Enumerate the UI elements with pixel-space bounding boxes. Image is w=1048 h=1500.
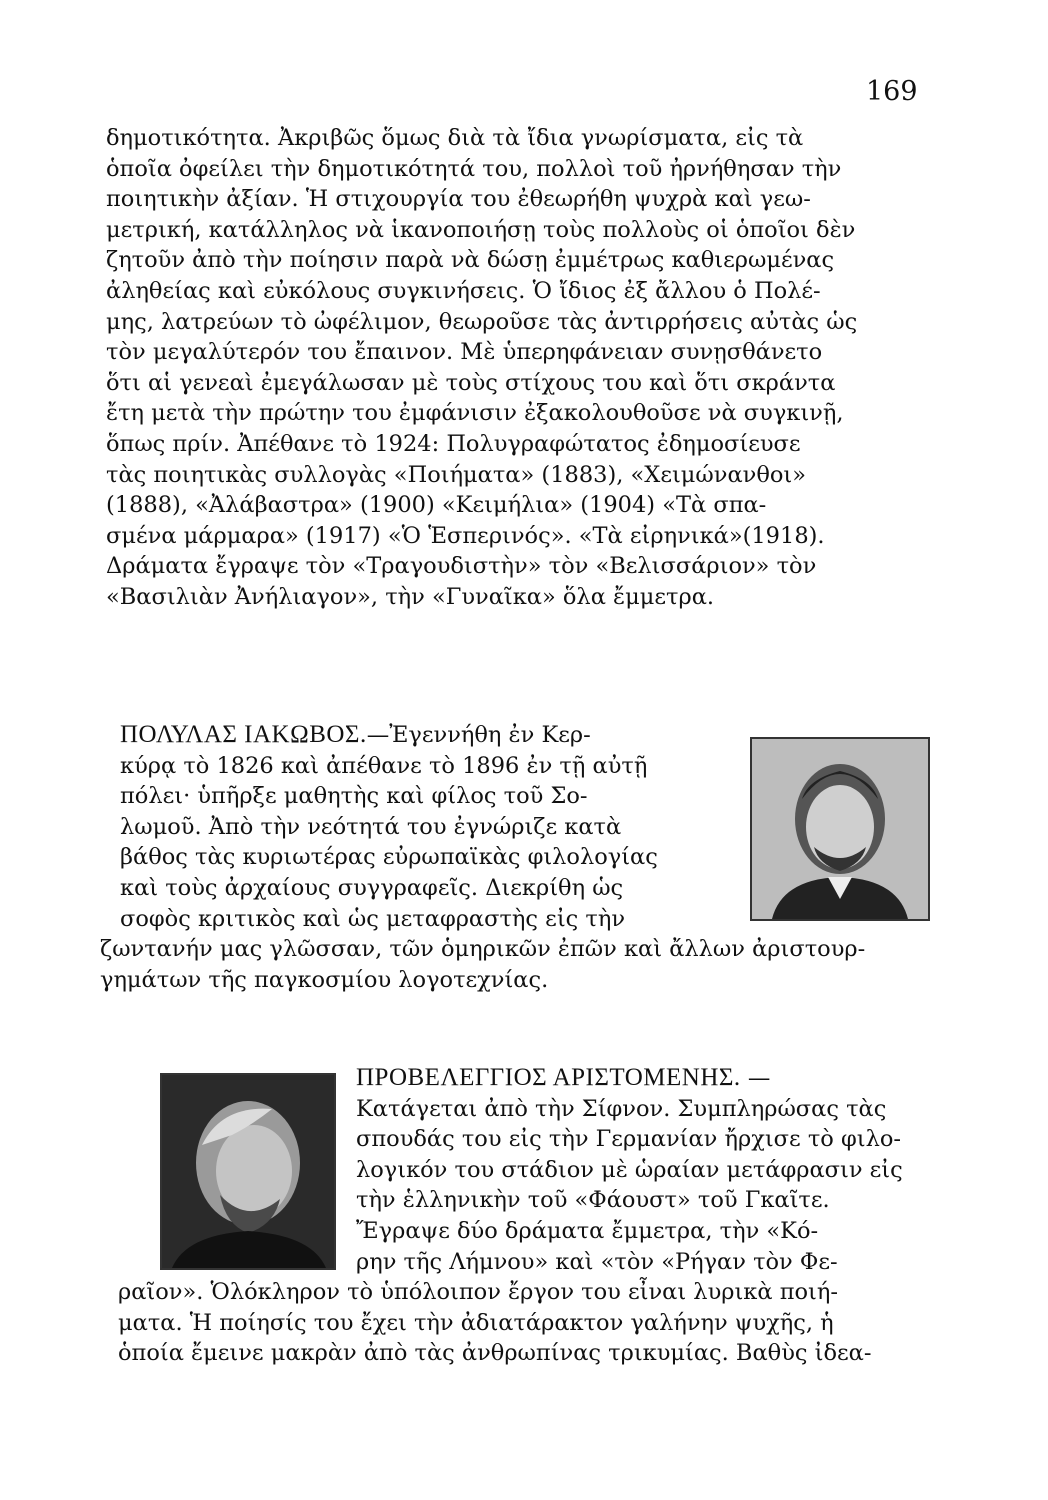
text-line: τὸν μεγαλύτερόν του ἔπαινον. Μὲ ὑπερηφάνειαν συνῃσθάνετο xyxy=(106,339,823,366)
text-line: λωμοῦ. Ἀπὸ τὴν νεότητά του ἐγνώριζε κατὰ xyxy=(120,813,622,840)
text-line: (1888), «Ἀλάβαστρα» (1900) «Κειμήλια» (1904) «Τὰ σπα- xyxy=(106,492,767,519)
text-line: ματα. Ἡ ποίησίς του ἔχει τὴν ἀδιατάρακτον γαλήνην ψυχῆς, ἡ xyxy=(118,1309,834,1336)
text-line: σπουδάς του εἰς τὴν Γερμανίαν ἤρχισε τὸ φιλο- xyxy=(356,1126,901,1153)
text-line: τὰς ποιητικὰς συλλογὰς «Ποιήματα» (1883), «Χειμώνανθοι» xyxy=(106,461,807,488)
text-line: ποιητικὴν ἀξίαν. Ἡ στιχουργία του ἐθεωρήθη ψυχρὰ καὶ γεω- xyxy=(106,186,811,213)
text-line: Κατάγεται ἀπὸ τὴν Σίφνον. Συμπληρώσας τὰς xyxy=(356,1095,887,1122)
text-line: σμένα μάρμαρα» (1917) «Ὁ Ἑσπερινός». «Τὰ εἰρηνικά»(1918). xyxy=(106,522,825,549)
text-line: ἀληθείας καὶ εὐκόλους συγκινήσεις. Ὁ ἴδιος ἐξ ἄλλου ὁ Πολέ- xyxy=(106,277,821,304)
text-line: ζωντανήν μας γλῶσσαν, τῶν ὁμηρικῶν ἐπῶν καὶ ἄλλων ἀριστουρ- xyxy=(100,936,866,963)
text-line: «Βασιλιὰν Ἀνήλιαγον», τὴν «Γυναῖκα» ὅλα ἔμμετρα. xyxy=(106,583,715,610)
entry-heading-provelengios: ΠΡΟΒΕΛΕΓΓΙΟΣ ΑΡΙΣΤΟΜΕΝΗΣ. xyxy=(356,1064,741,1091)
text-line xyxy=(356,1063,903,1094)
text-line-fragment: — xyxy=(740,1065,771,1091)
text-line: πόλει· ὑπῆρξε μαθητὴς καὶ φίλος τοῦ Σο- xyxy=(120,783,588,810)
text-line: καὶ τοὺς ἀρχαίους συγγραφεῖς. Διεκρίθη ὡς xyxy=(120,874,624,901)
text-line: κύρᾳ τὸ 1826 καὶ ἀπέθανε τὸ 1896 ἐν τῇ αὐτῇ xyxy=(120,752,648,779)
portrait-provelengios xyxy=(160,1073,336,1270)
text-line: μετρική, κατάλληλος νὰ ἱκανοποιήσῃ τοὺς πολλοὺς οἱ ὁποῖοι δὲν xyxy=(106,216,856,243)
text-line: ὅτι αἱ γενεαὶ ἐμεγάλωσαν μὲ τοὺς στίχους του καὶ ὅτι σκράντα xyxy=(106,369,836,396)
text-line: ἔτη μετὰ τὴν πρώτην του ἐμφάνισιν ἐξακολουθοῦσε νὰ συγκινῇ, xyxy=(106,400,844,427)
text-line: βάθος τὰς κυριωτέρας εὐρωπαϊκὰς φιλολογίας xyxy=(120,844,658,871)
text-line: γημάτων τῆς παγκοσμίου λογοτεχνίας. xyxy=(100,966,549,993)
entry-provelengios-text xyxy=(118,1063,903,1369)
text-line: Δράματα ἔγραψε τὸν «Τραγουδιστὴν» τὸν «Βελισσάριον» τὸν xyxy=(106,553,817,580)
text-line: ρην τῆς Λήμνου» καὶ «τὸν «Ρήγαν τὸν Φε- xyxy=(356,1248,838,1275)
portrait-provelengios-image xyxy=(162,1075,334,1268)
entry-heading-polylas: ΠΟΛΥΛΑΣ ΙΑΚΩΒΟΣ. xyxy=(120,721,367,748)
text-line: Ἔγραψε δύο δράματα ἔμμετρα, τὴν «Κό- xyxy=(356,1217,819,1244)
page-number: 169 xyxy=(866,76,918,107)
text-line: λογικόν του στάδιον μὲ ὡραίαν μετάφρασιν εἰς xyxy=(356,1156,903,1183)
portrait-polylas xyxy=(750,737,930,921)
text-line: ὅπως πρίν. Ἀπέθανε τὸ 1924: Πολυγραφώτατος ἐδημοσίευσε xyxy=(106,430,801,457)
text-line-fragment: —Ἐγεννήθη ἐν Κερ- xyxy=(366,722,591,748)
text-line: ραῖον». Ὁλόκληρον τὸ ὑπόλοιπον ἔργον του εἶναι λυρικὰ ποιή- xyxy=(118,1279,838,1306)
text-line: μης, λατρεύων τὸ ὠφέλιμον, θεωροῦσε τὰς ἀντιρρήσεις αὐτὰς ὡς xyxy=(106,308,858,335)
text-line: δημοτικότητα. Ἀκριβῶς ὅμως διὰ τὰ ἴδια γνωρίσματα, εἰς τὰ xyxy=(106,125,804,151)
text-line: ὁποῖα ὀφείλει τὴν δημοτικότητά του, πολλοὶ τοῦ ἠρνήθησαν τὴν xyxy=(106,155,842,182)
portrait-polylas-image xyxy=(752,739,928,919)
text-line: σοφὸς κριτικὸς καὶ ὡς μεταφραστὴς εἰς τὴν xyxy=(120,905,626,932)
entry-prev-text xyxy=(106,123,857,613)
text-line: ζητοῦν ἀπὸ τὴν ποίησιν παρὰ νὰ δώσῃ ἐμμέτρως καθιερωμένας xyxy=(106,247,835,274)
text-line: τὴν ἑλληνικὴν τοῦ «Φάουστ» τοῦ Γκαῖτε. xyxy=(356,1187,830,1214)
text-line: ὁποία ἔμεινε μακρὰν ἀπὸ τὰς ἀνθρωπίνας τρικυμίας. Βαθὺς ἰδεα- xyxy=(118,1340,872,1367)
